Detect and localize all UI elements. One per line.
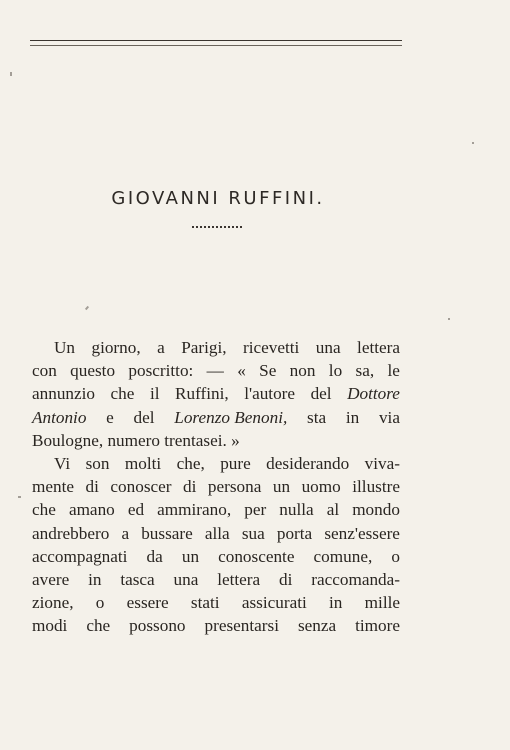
header-rule	[30, 40, 402, 41]
text-line: Boulogne, numero trentasei. »	[32, 430, 240, 450]
text-line: che amano ed ammirano, per nulla al mondo	[32, 500, 400, 520]
title-ornament	[192, 226, 242, 228]
text-line: mente di conoscer di persona un uomo illustre	[32, 477, 400, 497]
text-line: zione, o essere stati assicurati in mille	[32, 593, 400, 613]
header-rule-secondary	[30, 45, 402, 46]
text-line: Antonio e del Lorenzo Benoni, sta in via	[32, 407, 400, 427]
text-line: modi che possono presentarsi senza timore	[32, 616, 400, 636]
text-line: Vi son molti che, pure desiderando viva-	[54, 454, 400, 474]
paper-speck	[85, 306, 89, 310]
text-line: Un giorno, a Parigi, ricevetti una lettera	[54, 338, 400, 357]
text-line: andrebbero a bussare alla sua porta senz'essere	[32, 523, 400, 543]
text-line: avere in tasca una lettera di raccomanda-	[32, 570, 400, 590]
paper-speck	[472, 142, 474, 144]
paper-speck	[448, 318, 450, 320]
chapter-title: GIOVANNI RUFFINI.	[111, 188, 325, 209]
text-line: accompagnati da un conoscente comune, o	[32, 546, 400, 566]
body-text	[32, 336, 400, 638]
text-line: con questo poscritto: — « Se non lo sa, le	[32, 361, 400, 381]
paper-speck	[18, 496, 21, 498]
paper-speck	[10, 72, 12, 76]
text-line: annunzio che il Ruffini, l'autore del Dottore	[32, 384, 400, 404]
